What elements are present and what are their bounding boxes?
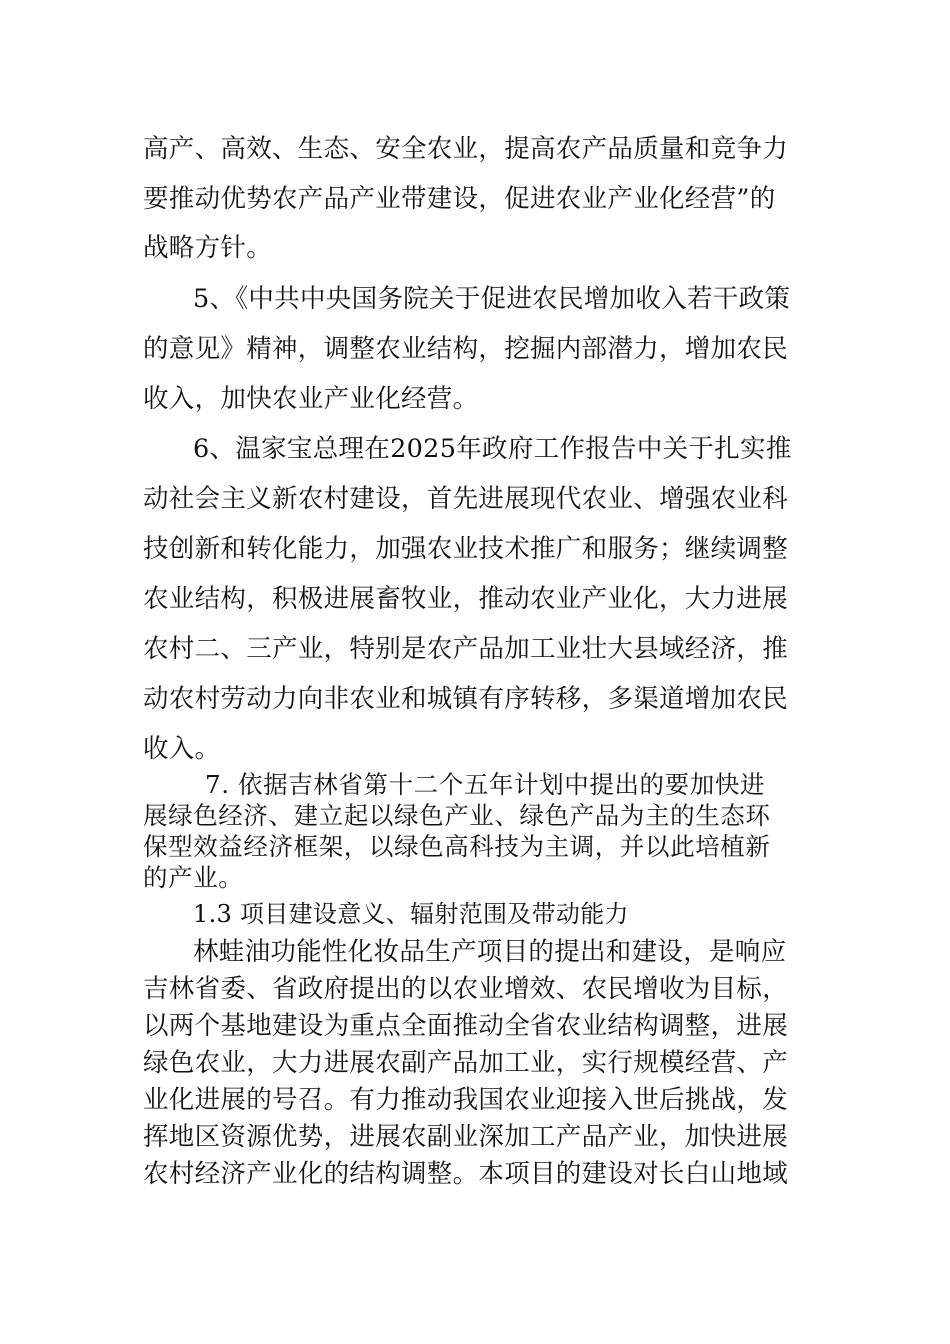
text-line: 收入。 [143, 734, 221, 764]
text-line: 动农村劳动力向非农业和城镇有序转移，多渠道增加农民 [143, 684, 789, 714]
text-line: 展绿色经济、建立起以绿色产业、绿色产品为主的生态环 [143, 801, 771, 830]
text-line: 以两个基地建设为重点全面推动全省农业结构调整，进展 [143, 1011, 789, 1041]
text-line: 的意见》精神，调整农业结构，挖掘内部潜力，增加农民 [143, 334, 789, 364]
text-line: 7. 依据吉林省第十二个五年计划中提出的要加快进 [205, 770, 766, 799]
text-line: 业化进展的号召。有力推动我国农业迎接入世后挑战，发 [143, 1085, 789, 1115]
text-line: 绿色农业，大力进展农副产品加工业，实行规模经营、产 [143, 1048, 789, 1078]
text-line: 高产、高效、生态、安全农业，提高农产品质量和竞争力 [143, 134, 789, 164]
text-line: 农业结构，积极进展畜牧业，推动农业产业化，大力进展 [143, 584, 789, 614]
text-line: 吉林省委、省政府提出的以农业增效、农民增收为目标， [143, 974, 789, 1004]
text-line: 保型效益经济框架，以绿色高科技为主调，并以此培植新 [143, 832, 771, 861]
text-line: 的产业。 [143, 863, 244, 892]
text-line: 要推动优势农产品产业带建设，促进农业产业化经营”的 [143, 184, 776, 214]
text-line: 收入，加快农业产业化经营。 [143, 384, 479, 414]
text-line: 战略方针。 [143, 233, 273, 263]
text-line: 动社会主义新农村建设，首先进展现代农业、增强农业科 [143, 484, 789, 514]
text-line: 农村经济产业化的结构调整。本项目的建设对长白山地域 [143, 1159, 789, 1189]
text-line: 6、温家宝总理在2025年政府工作报告中关于扎实推 [193, 434, 792, 464]
text-line: 农村二、三产业，特别是农产品加工业壮大县域经济，推 [143, 634, 789, 664]
text-line: 5、《中共中央国务院关于促进农民增加收入若干政策 [193, 284, 791, 314]
text-line: 挥地区资源优势，进展农副业深加工产品产业，加快进展 [143, 1122, 789, 1152]
text-line: 林蛙油功能性化妆品生产项目的提出和建设，是响应 [193, 937, 787, 967]
text-line: 技创新和转化能力，加强农业技术推广和服务；继续调整 [143, 534, 789, 564]
section-heading: 1.3 项目建设意义、辐射范围及带动能力 [193, 900, 629, 928]
